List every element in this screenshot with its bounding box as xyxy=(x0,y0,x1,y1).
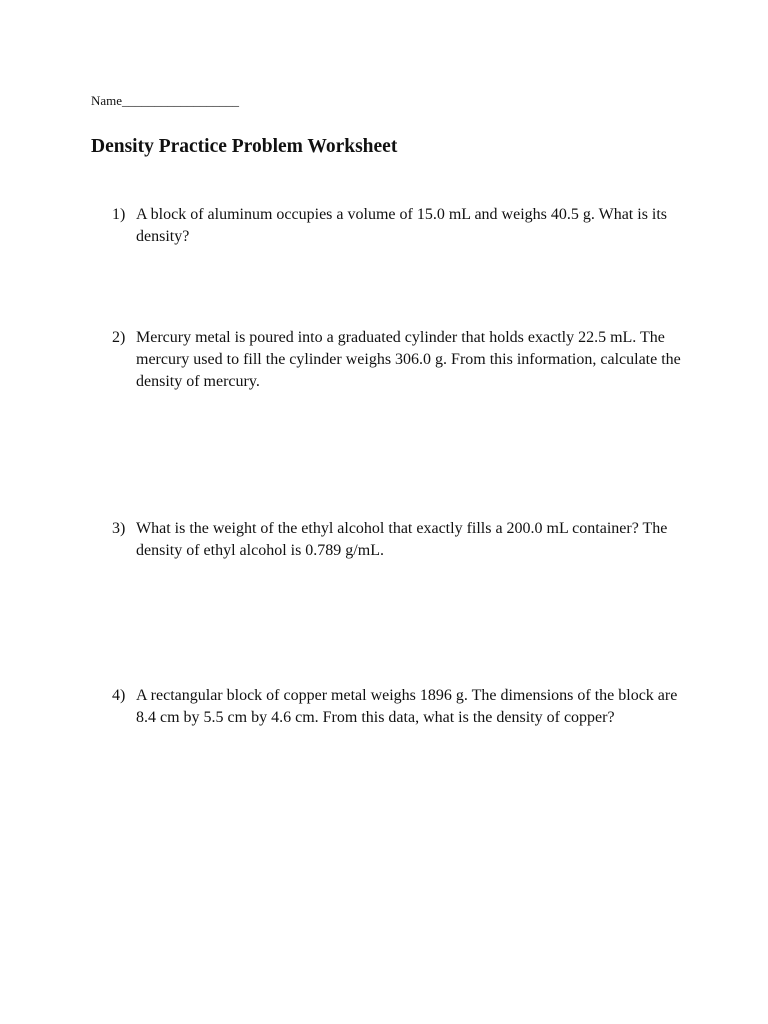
question-number: 3) xyxy=(112,520,126,537)
question-number: 4) xyxy=(112,687,126,704)
page-title: Density Practice Problem Worksheet xyxy=(91,136,398,157)
question-item xyxy=(112,685,692,729)
question-text: Mercury metal is poured into a graduated cylinder that holds exactly 22.5 mL. The mercury used to fill the cylinder weighs 306.0 g. From this information, calculate the density of mercury. xyxy=(136,329,681,390)
question-item xyxy=(112,518,692,562)
question-text: A rectangular block of copper metal weighs 1896 g. The dimensions of the block are 8.4 cm by 5.5 cm by 4.6 cm. From this data, what is the density of copper? xyxy=(136,687,678,726)
name-field-label: Name__________________ xyxy=(91,93,240,108)
question-text: What is the weight of the ethyl alcohol that exactly fills a 200.0 mL container? The density of ethyl alcohol is 0.789 g/mL. xyxy=(136,520,668,559)
question-text: A block of aluminum occupies a volume of 15.0 mL and weighs 40.5 g. What is its density? xyxy=(136,206,668,245)
question-number: 1) xyxy=(112,206,126,223)
question-item xyxy=(112,327,692,393)
question-number: 2) xyxy=(112,329,126,346)
question-item xyxy=(112,204,692,248)
